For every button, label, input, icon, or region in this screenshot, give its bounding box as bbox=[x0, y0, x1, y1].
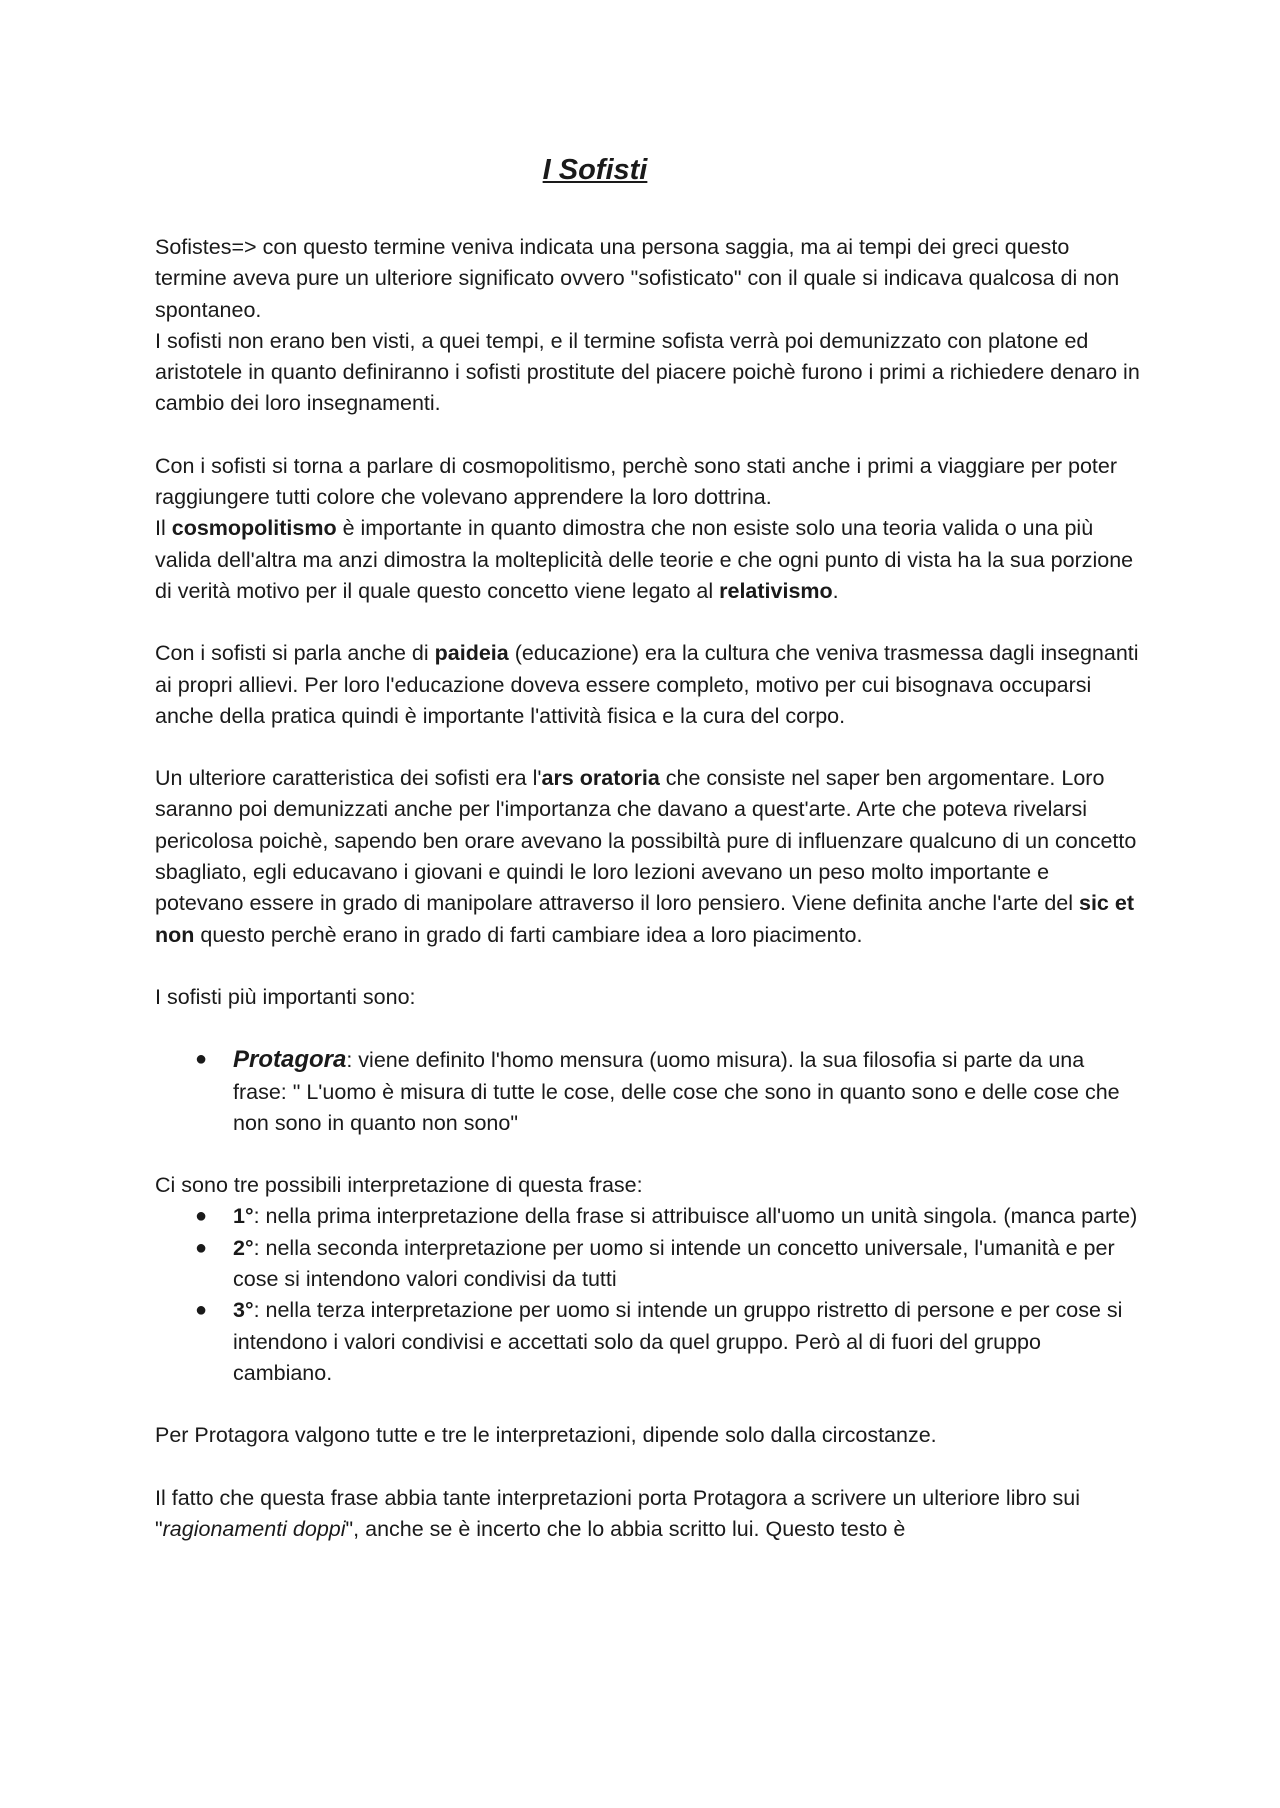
text-run: è importante in quanto dimostra che non esiste solo una teoria valida o una più valida dell'altra ma anzi dimostra la molteplicità delle teorie e che ogni punto di vista ha la sua porzione di verità motivo per il quale questo concetto viene legato al bbox=[155, 516, 1134, 603]
list-item-interpretation-2 bbox=[155, 1233, 1140, 1296]
text-run: questo perchè erano in grado di farti cambiare idea a loro piacimento. bbox=[194, 922, 863, 947]
sophists-list bbox=[155, 1044, 1140, 1139]
list-item-text: : nella terza interpretazione per uomo si intende un gruppo ristretto di persone e per cose si intendono i valori condivisi e accettati solo da quel gruppo. Però al di fuori del gruppo cambiano. bbox=[233, 1298, 1123, 1385]
text-run: Il bbox=[155, 516, 172, 541]
paragraph-cosmopolitismo-intro: Con i sofisti si torna a parlare di cosmopolitismo, perchè sono stati anche i primi a viaggiare per poter raggiungere tutti colore che volevano apprendere la loro dottrina. bbox=[155, 453, 1117, 510]
bullet-icon: ● bbox=[195, 1236, 208, 1259]
list-item-text: : nella prima interpretazione della frase si attribuisce all'uomo un unità singola. (manca parte) bbox=[253, 1204, 1138, 1229]
paragraph-interpretations-intro: Ci sono tre possibili interpretazione di questa frase: bbox=[155, 1173, 643, 1198]
text-run: . bbox=[832, 578, 839, 603]
interpretations-list bbox=[155, 1201, 1140, 1389]
interpretation-label: 2° bbox=[233, 1235, 254, 1260]
paragraph-gap bbox=[155, 1452, 1140, 1483]
list-item-text: : nella seconda interpretazione per uomo si intende un concetto universale, l'umanità e per cose si intendono valori condivisi da tutti bbox=[233, 1235, 1115, 1292]
bullet-icon: ● bbox=[195, 1205, 208, 1228]
list-item-interpretation-3 bbox=[155, 1295, 1140, 1389]
list-item-protagora bbox=[155, 1044, 1140, 1139]
term-cosmopolitismo: cosmopolitismo bbox=[171, 516, 337, 541]
term-ragionamenti-doppi: ragionamenti doppi bbox=[162, 1516, 346, 1541]
paragraph-gap bbox=[155, 732, 1140, 763]
text-run: (educazione) era la cultura che veniva trasmessa dagli insegnanti ai propri allievi. Per loro l'educazione doveva essere completo, motivo per cui bisognava occuparsi anche della pratica quindi è importante l'attività fisica e la cura del corpo. bbox=[155, 641, 1139, 728]
interpretation-label: 1° bbox=[233, 1204, 254, 1229]
bullet-icon: ● bbox=[195, 1048, 208, 1071]
paragraph-gap bbox=[155, 951, 1140, 982]
term-relativismo: relativismo bbox=[719, 578, 833, 603]
text-run: che consiste nel saper ben argomentare. Loro saranno poi demunizzati anche per l'importanza che davano a quest'arte. Arte che poteva rivelarsi pericolosa poichè, sapendo ben orare avevano la possibiltà pure di influenzare qualcuno di un concetto sbagliato, egli educavano i giovani e quindi le loro lezioni avevano un peso molto importante e potevano essere in grado di manipolare attraverso il loro pensiero. Viene definita anche l'arte del bbox=[155, 766, 1137, 916]
document-body bbox=[155, 232, 1140, 1545]
paragraph-gap bbox=[155, 1139, 1140, 1170]
paragraph-gap bbox=[155, 607, 1140, 638]
paragraph-important-sophists: I sofisti più importanti sono: bbox=[155, 984, 416, 1009]
paragraph-ars-oratoria bbox=[155, 763, 1140, 951]
text-run: Con i sofisti si parla anche di bbox=[155, 641, 435, 666]
list-item-text: : viene definito l'homo mensura (uomo misura). la sua filosofia si parte da una frase: " L'uomo è misura di tutte le cose, delle cose che sono in quanto sono e delle cose che non sono in quanto non sono" bbox=[233, 1048, 1120, 1135]
paragraph-protagora-conclusion: Per Protagora valgono tutte e tre le interpretazioni, dipende solo dalla circostanze. bbox=[155, 1423, 937, 1448]
text-run: Un ulteriore caratteristica dei sofisti era l' bbox=[155, 766, 542, 791]
page-title: I Sofisti bbox=[542, 154, 648, 186]
interpretation-label: 3° bbox=[233, 1298, 254, 1323]
term-sic-et-non: sic et non bbox=[155, 891, 1134, 947]
paragraph-gap bbox=[155, 420, 1140, 451]
term-paideia: paideia bbox=[434, 641, 509, 666]
paragraph-sofistes: Sofistes=> con questo termine veniva indicata una persona saggia, ma ai tempi dei greci questo termine aveva pure un ulteriore significato ovvero "sofisticato" con il quale si indicava qualcosa di non spontaneo. bbox=[155, 235, 1120, 322]
text-run: Il fatto che questa frase abbia tante interpretazioni porta Protagora a scrivere un ulteriore libro sui " bbox=[155, 1485, 1081, 1541]
paragraph-gap bbox=[155, 1013, 1140, 1044]
list-item-interpretation-1 bbox=[155, 1201, 1140, 1232]
paragraph-cosmopolitismo bbox=[155, 513, 1140, 607]
term-ars-oratoria: ars oratoria bbox=[541, 766, 660, 791]
text-run: ", anche se è incerto che lo abbia scritto lui. Questo testo è bbox=[345, 1516, 906, 1541]
paragraph-gap bbox=[155, 1389, 1140, 1420]
paragraph-sofisti-reputation: I sofisti non erano ben visti, a quei tempi, e il termine sofista verrà poi demunizzato con platone ed aristotele in quanto definiranno i sofisti prostitute del piacere poichè furono i primi a richiedere denaro in cambio dei loro insegnamenti. bbox=[155, 328, 1140, 416]
paragraph-ragionamenti-doppi bbox=[155, 1483, 1140, 1546]
name-protagora: Protagora bbox=[233, 1046, 347, 1074]
paragraph-paideia bbox=[155, 638, 1140, 732]
bullet-icon: ● bbox=[195, 1299, 208, 1322]
